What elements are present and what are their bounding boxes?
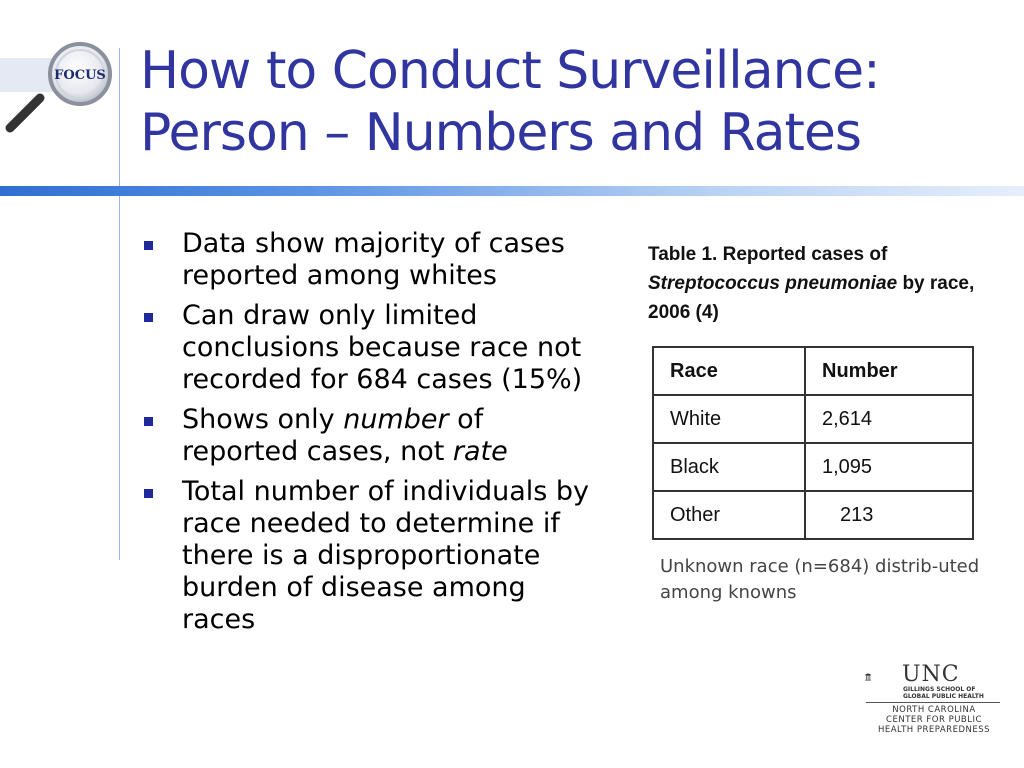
title-line-1: How to Conduct Surveillance: — [140, 41, 880, 101]
center-name — [860, 705, 1008, 735]
bullet-text: Data show majority of cases reported among whites — [182, 228, 565, 291]
bullet-square-icon — [144, 489, 153, 498]
bullet-list — [140, 228, 600, 644]
bullet-square-icon — [144, 417, 153, 426]
caption-text: Table 1. Reported cases of — [648, 244, 888, 265]
focus-magnifier-logo — [0, 40, 125, 140]
table-header-race: Race — [653, 347, 805, 395]
table-caption — [648, 240, 1008, 327]
table-cell-race: Other — [653, 491, 805, 539]
school-line: GILLINGS SCHOOL OF — [903, 686, 976, 693]
table-cell-race: Black — [653, 443, 805, 491]
bullet-item — [140, 300, 600, 396]
unc-wordmark: UNC — [902, 662, 960, 687]
bullet-text: Can draw only limited conclusions because race not recorded for 684 cases (15%) — [182, 300, 583, 395]
unc-well-logo-icon — [864, 660, 898, 700]
bullet-emphasis-number: number — [343, 404, 449, 435]
bullet-text-part: Shows only — [182, 404, 344, 435]
bullet-text: Total number of individuals by race needed to determine if there is a disproportionate burden of disease among races — [182, 476, 590, 635]
table-cell-race: White — [653, 395, 805, 443]
table-cell-number: 213 — [805, 491, 973, 539]
focus-logo-label: FOCUS — [54, 68, 106, 83]
bullet-text — [182, 404, 508, 467]
title-line-2: Person – Numbers and Rates — [140, 103, 861, 163]
center-line: HEALTH PREPAREDNESS — [877, 725, 991, 735]
school-line: GLOBAL PUBLIC HEALTH — [903, 693, 984, 700]
page-title — [140, 40, 1010, 164]
table-header-row — [653, 347, 973, 395]
unc-school-name — [903, 686, 1003, 700]
table-row — [653, 491, 973, 539]
bullet-emphasis-rate: rate — [452, 436, 508, 467]
title-divider-bar — [0, 186, 1024, 196]
race-cases-table — [652, 346, 974, 540]
title-vertical-rule — [119, 48, 120, 560]
table-header-number: Number — [805, 347, 973, 395]
unc-logo-divider — [866, 702, 1000, 703]
caption-text: by race, 2006 (4) — [648, 273, 975, 323]
table-row — [653, 395, 973, 443]
bullet-item — [140, 228, 600, 292]
table-cell-number: 1,095 — [805, 443, 973, 491]
bullet-square-icon — [144, 313, 153, 322]
table-footnote: Unknown race (n=684) distrib-uted among knowns — [660, 556, 980, 603]
bullet-square-icon — [144, 241, 153, 250]
center-line: NORTH CAROLINA — [892, 705, 976, 715]
table-row — [653, 443, 973, 491]
bullet-text-part: of reported cases, not — [182, 404, 484, 467]
table-cell-number: 2,614 — [805, 395, 973, 443]
caption-organism: Streptococcus pneumoniae — [648, 273, 898, 294]
center-line: CENTER FOR PUBLIC — [886, 715, 982, 725]
bullet-item — [140, 404, 600, 468]
bullet-item — [140, 476, 600, 636]
